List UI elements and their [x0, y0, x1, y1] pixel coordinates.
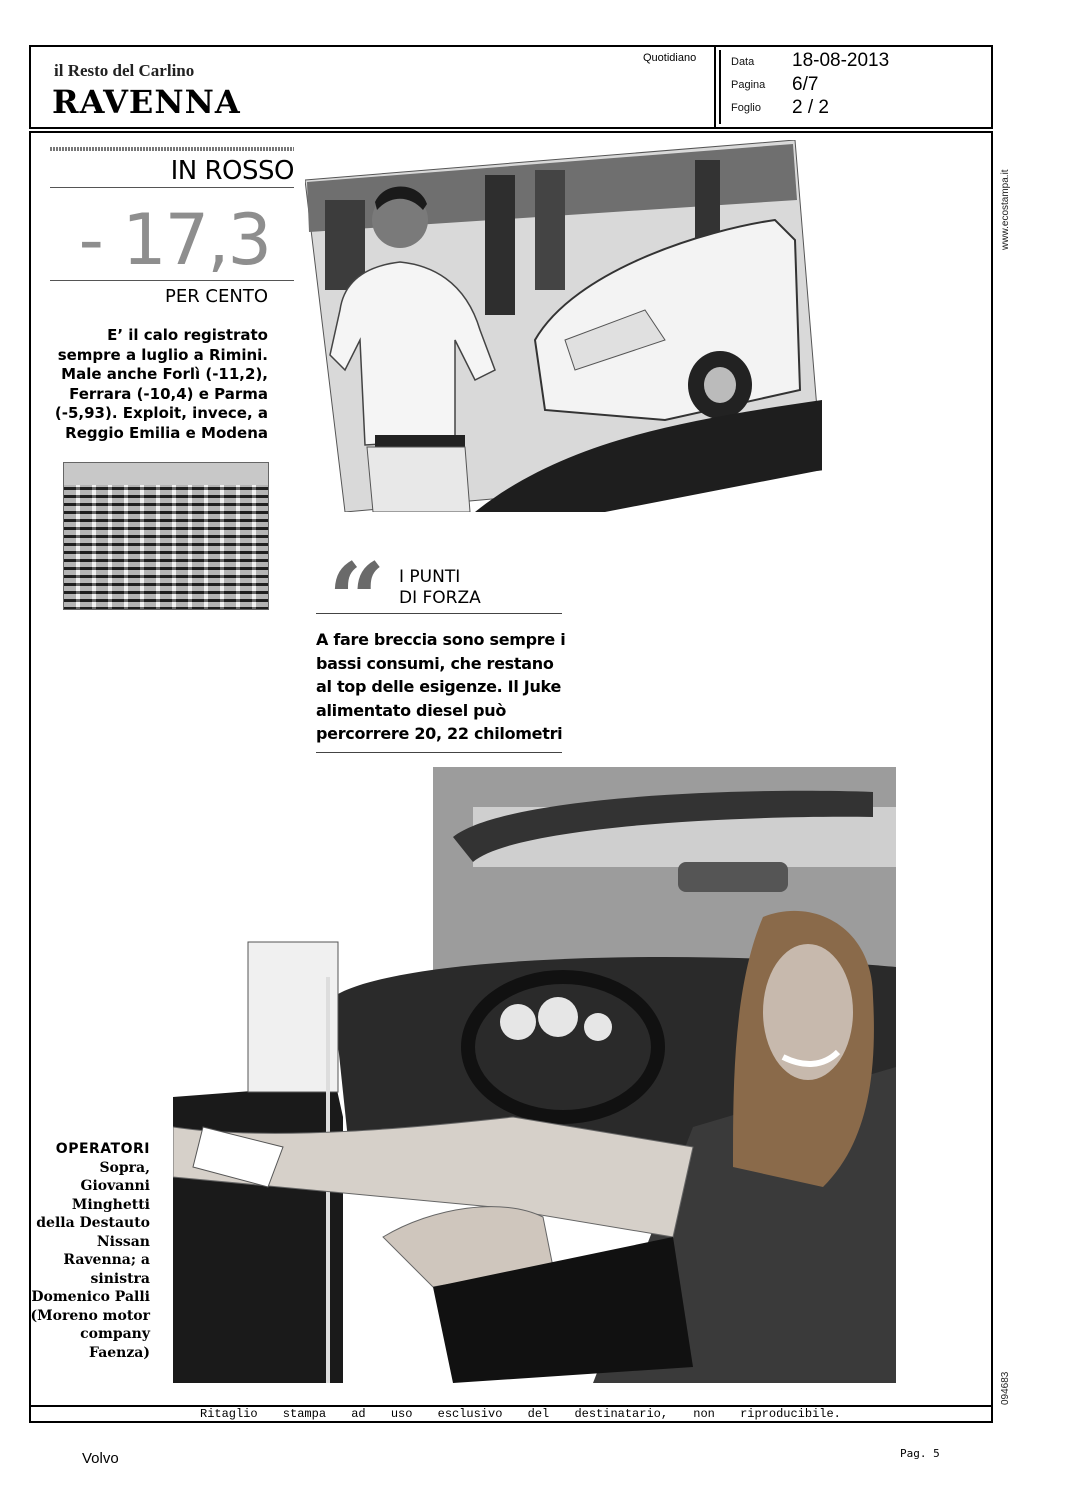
divider — [50, 187, 294, 188]
quote-text: A fare breccia sono sempre i bassi consumi, che restano al top delle esigenze. Il Juke alimentato diesel può percorrere 20, 22 chilometri — [316, 630, 566, 743]
meta-page-label: Pagina — [731, 79, 766, 91]
meta-date-value: 18-08-2013 — [792, 50, 890, 71]
publication-name: il Resto del Carlino — [54, 61, 195, 80]
quote-title-line: I PUNTI — [399, 567, 461, 587]
client-name: Volvo — [82, 1450, 119, 1467]
publication-type: Quotidiano — [643, 52, 697, 64]
website-label: www.ecostampa.it — [1000, 169, 1011, 250]
reproduction-notice: Ritaglio stampa ad uso esclusivo del destinatario, non riproducibile. — [200, 1407, 841, 1421]
quote-icon: “ — [328, 541, 386, 659]
quote-title — [399, 567, 481, 609]
divider — [316, 613, 562, 614]
convertible-photo — [173, 767, 896, 1383]
meta-date-label: Data — [731, 56, 755, 68]
quote-title-line: DI FORZA — [399, 588, 481, 608]
meta-sheet-value: 2 / 2 — [792, 97, 829, 118]
meta-sheet-label: Foglio — [731, 102, 761, 114]
page-number: Pag. 5 — [900, 1447, 940, 1460]
photo-caption — [30, 1140, 150, 1362]
divider — [50, 280, 294, 281]
stat-unit: PER CENTO — [164, 286, 268, 307]
stat-kicker: IN ROSSO — [170, 156, 294, 186]
caption-title: OPERATORI — [55, 1141, 150, 1157]
publication-edition: RAVENNA — [52, 83, 241, 121]
stat-figure: - 17,3 — [78, 199, 270, 281]
stat-text: E’ il calo registrato sempre a luglio a Rimini. Male anche Forlì (-11,2), Ferrara (-10,4) e Parma (-5,93). Exploit, invece, a Reggio Emilia e Modena — [54, 326, 268, 442]
parking-lot-photo — [63, 462, 269, 610]
divider — [316, 752, 562, 753]
dealership-photo — [305, 140, 822, 512]
meta-page-value: 6/7 — [792, 74, 819, 95]
dotted-rule — [50, 147, 294, 151]
caption-text: Sopra, Giovanni Minghetti della Destauto Nissan Ravenna; a sinistra Domenico Palli (Moreno motor company Faenza) — [30, 1159, 150, 1361]
archive-code: 094683 — [1000, 1371, 1011, 1405]
